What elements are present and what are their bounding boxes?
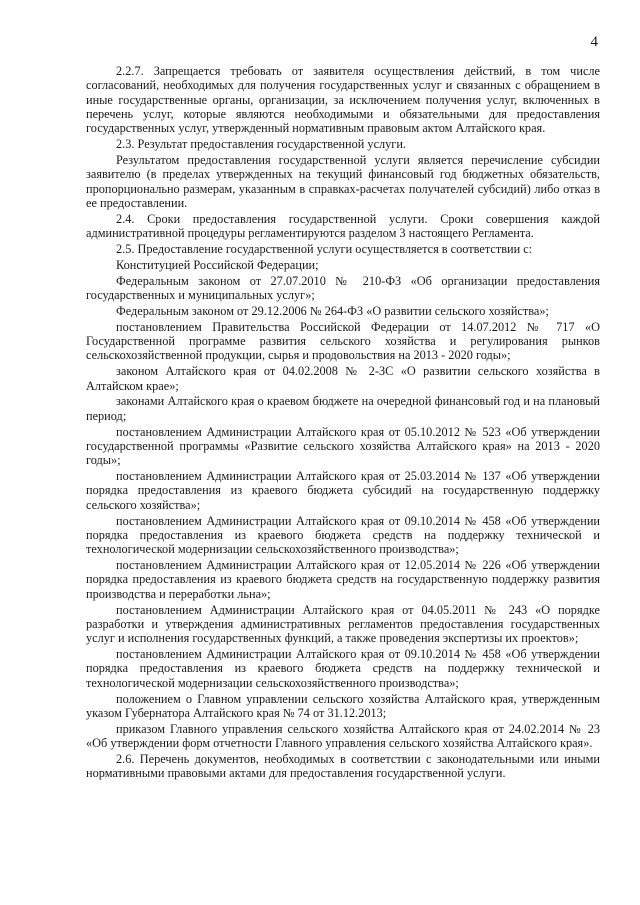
paragraph: 2.6. Перечень документов, необходимых в соответствии с законодательными или иными нормативными правовыми актами для предоставления государственной услуги. — [86, 751, 600, 781]
paragraph: постановлением Правительства Российской Федерации от 14.07.2012 № 717 «О Государственной программе развития сельского хозяйства и регулирования рынков сельскохозяйственной продукции, сырья и продовольствия на 2013 - 2020 годы»; — [86, 319, 600, 363]
paragraph: постановлением Администрации Алтайского края от 05.10.2012 № 523 «Об утверждении государственной программы «Развитие сельского хозяйства Алтайского края» на 2013 - 2020 годы»; — [86, 424, 600, 468]
paragraph: законами Алтайского края о краевом бюджете на очередной финансовый год и на плановый период; — [86, 394, 600, 423]
paragraph: Конституцией Российской Федерации; — [116, 257, 319, 272]
paragraph: 2.4. Сроки предоставления государственной услуги. Сроки совершения каждой административной процедуры регламентируются разделом 3 настоящего Регламента. — [86, 211, 600, 241]
paragraph: постановлением Администрации Алтайского края от 12.05.2014 № 226 «Об утверждении порядка предоставления из краевого бюджета средств на государственную поддержку развития производства и переработки льна»; — [86, 558, 600, 601]
paragraph: законом Алтайского края от 04.02.2008 № 2-ЗС «О развитии сельского хозяйства в Алтайском крае»; — [86, 364, 600, 393]
paragraph: приказом Главного управления сельского хозяйства Алтайского края от 24.02.2014 № 23 «Об утверждении форм отчетности Главного управления сельского хозяйства Алтайского края». — [86, 721, 600, 751]
paragraph: Федеральным законом от 29.12.2006 № 264-ФЗ «О развитии сельского хозяйства»; — [116, 303, 549, 318]
paragraph: постановлением Администрации Алтайского края от 04.05.2011 № 243 «О порядке разработки и утверждения административных регламентов предоставления государственных услуг и исполнения государственных функций, а также проведения экспертизы их проектов»; — [86, 602, 600, 646]
page-number: 4 — [590, 34, 598, 50]
paragraph: Результатом предоставления государственной услуги является перечисление субсидии заявителю (в пределах утвержденных на текущий финансовый год бюджетных обязательств, пропорционально размерам, указанным в справках-расчетах получателей субсидий) либо отказ в ее предоставлении. — [86, 152, 600, 210]
paragraph: постановлением Администрации Алтайского края от 09.10.2014 № 458 «Об утверждении порядка предоставления из краевого бюджета средств на поддержку технической и технологической модернизации сельскохозяйственного производства»; — [86, 647, 600, 690]
paragraph: 2.2.7. Запрещается требовать от заявителя осуществления действий, в том числе согласований, необходимых для получения государственных услуг и связанных с обращением в иные государственные органы, организации, за исключением получения услуг, включенных в перечень услуг, которые являются необходимыми и обязательными для предоставления государственных услуг, утвержденный нормативным правовым актом Алтайского края. — [86, 64, 600, 136]
paragraph: Федеральным законом от 27.07.2010 № 210-ФЗ «Об организации предоставления государственных и муниципальных услуг»; — [86, 273, 600, 303]
paragraph: 2.5. Предоставление государственной услуги осуществляется в соответствии с: — [116, 241, 533, 256]
paragraph: постановлением Администрации Алтайского края от 09.10.2014 № 458 «Об утверждении порядка предоставления из краевого бюджета средств на поддержку технической и технологической модернизации сельскохозяйственного производства»; — [86, 513, 600, 557]
paragraph: 2.3. Результат предоставления государственной услуги. — [116, 137, 407, 152]
paragraph: положением о Главном управлении сельского хозяйства Алтайского края, утвержденным указом Губернатора Алтайского края № 74 от 31.12.2013; — [86, 691, 600, 720]
document-body — [86, 64, 600, 782]
paragraph: постановлением Администрации Алтайского края от 25.03.2014 № 137 «Об утверждении порядка предоставления из краевого бюджета субсидий на государственную поддержку сельского хозяйства»; — [86, 469, 600, 512]
